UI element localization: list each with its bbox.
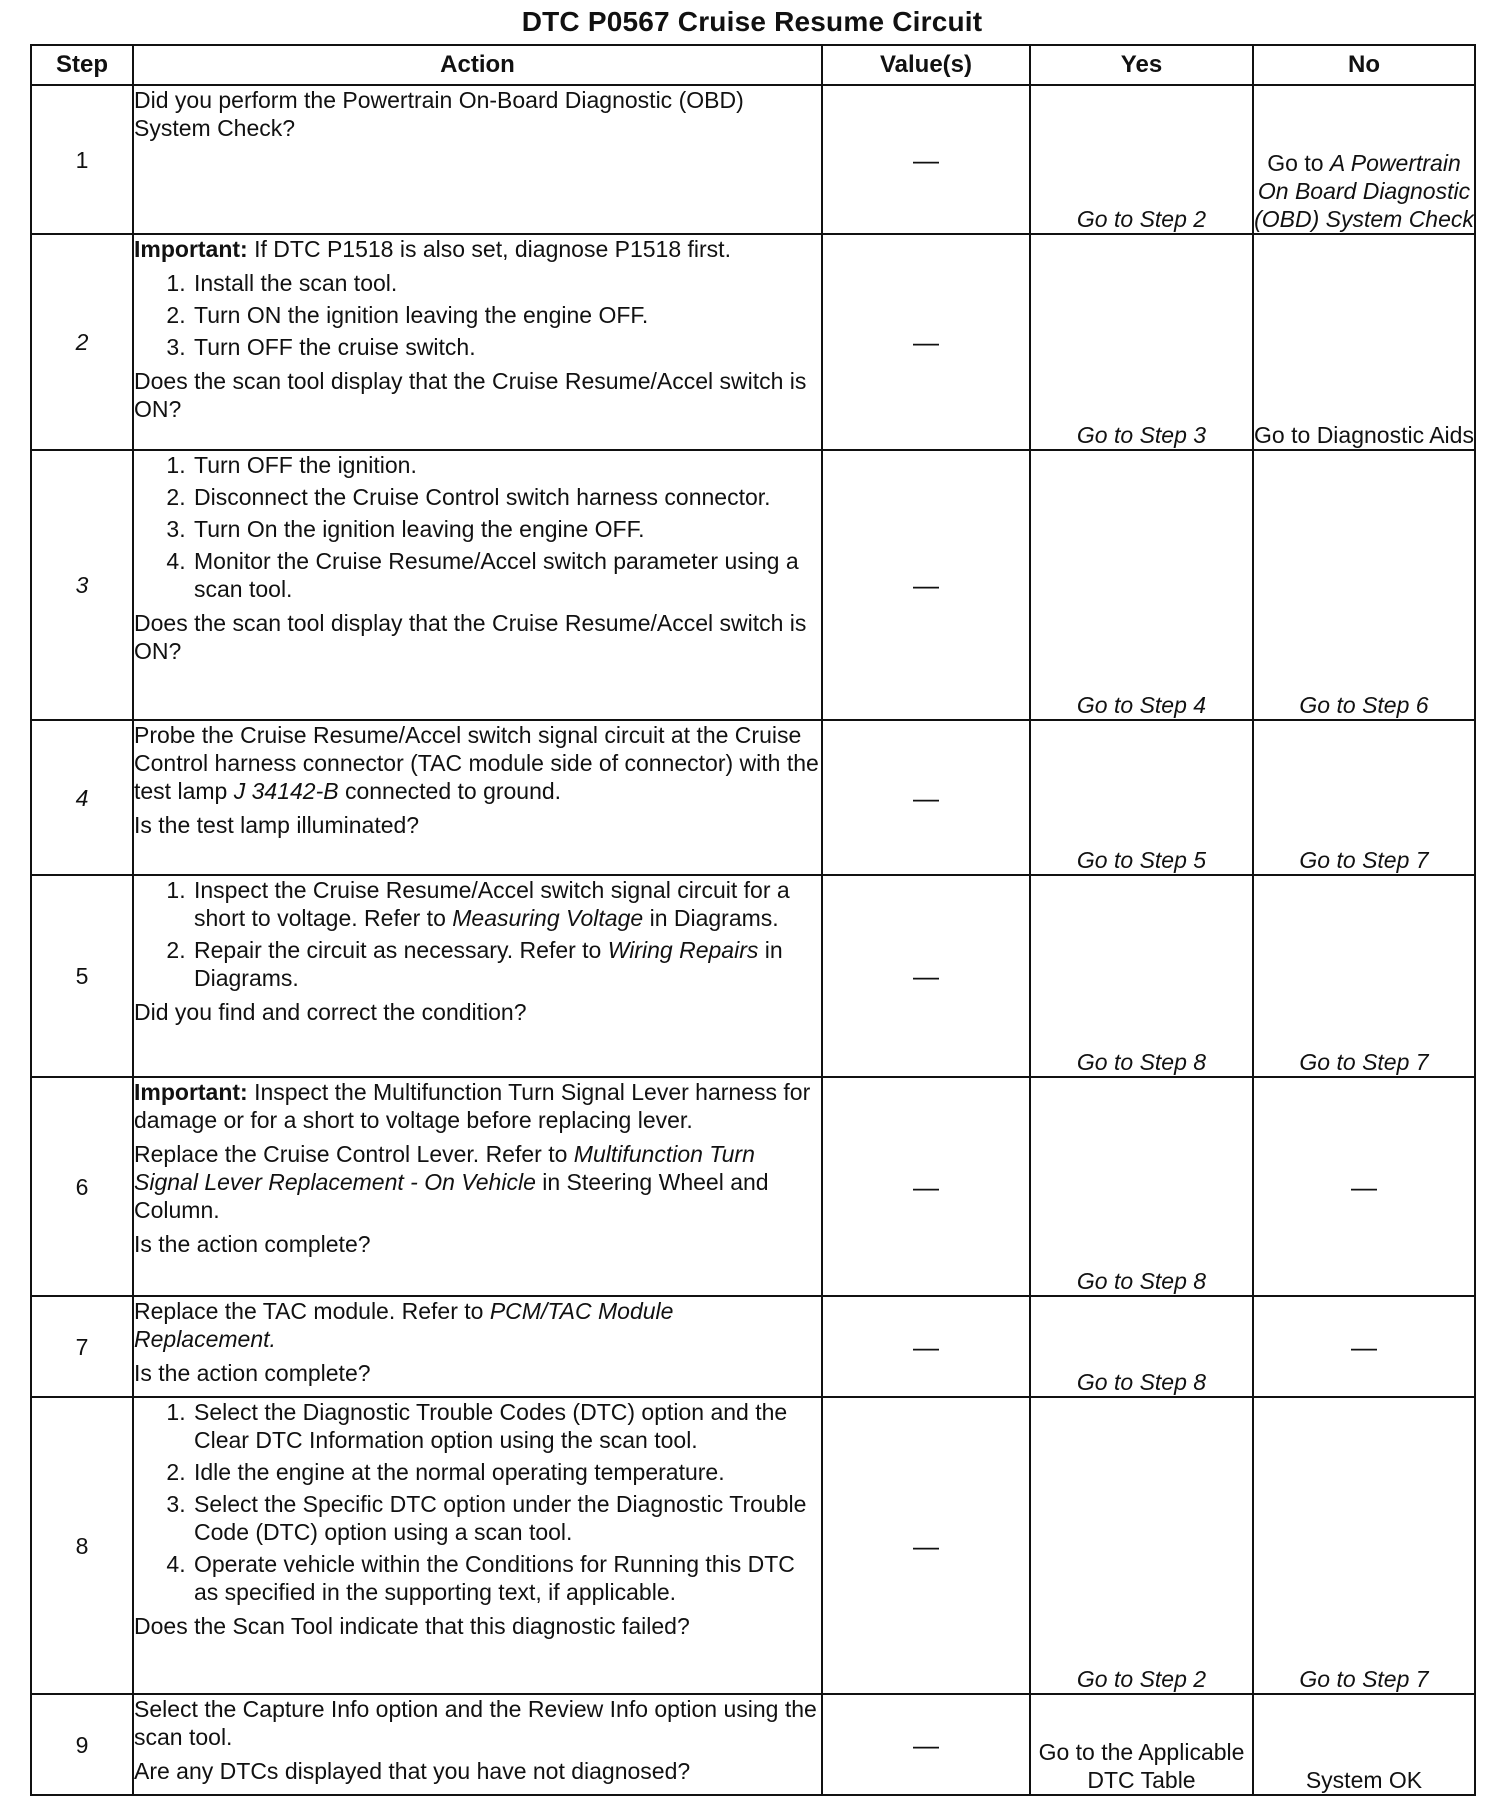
header-values: Value(s)	[822, 45, 1030, 85]
value-cell: —	[822, 234, 1030, 450]
action-text	[134, 1297, 821, 1353]
yes-text: Go to Step 8	[1076, 1369, 1207, 1395]
no-text: Go to Step 6	[1299, 692, 1429, 718]
step-number: 2	[31, 234, 133, 450]
header-no: No	[1253, 45, 1475, 85]
table-header-row	[31, 45, 1475, 85]
action-cell	[133, 85, 822, 234]
action-question: Does the scan tool display that the Cruise Resume/Accel switch is ON?	[134, 368, 807, 422]
action-text-part: connected to ground.	[338, 778, 562, 804]
doc-reference: Wiring Repairs	[607, 937, 759, 963]
no-text-ref: A Powertrain On Board Diagnostic (OBD) System Check	[1254, 150, 1474, 232]
list-item: 4. Operate vehicle within the Conditions for Running this DTC as specified in the supporting text, if applicable.	[192, 1550, 821, 1606]
no-cell	[1253, 85, 1475, 234]
action-text-part: Probe the Cruise Resume/Accel switch signal circuit at the Cruise Control harness connector (TAC module side of connector) with the test lamp	[134, 722, 819, 804]
step-number: 3	[31, 450, 133, 720]
table-row	[31, 1077, 1475, 1296]
diagnostic-table	[30, 44, 1476, 1796]
action-question: Does the Scan Tool indicate that this diagnostic failed?	[134, 1613, 690, 1639]
list-item	[192, 876, 821, 932]
page-title: DTC P0567 Cruise Resume Circuit	[521, 6, 983, 37]
yes-cell	[1030, 234, 1253, 450]
yes-text: Go to Step 8	[1076, 1049, 1207, 1075]
no-cell	[1253, 720, 1475, 875]
yes-cell	[1030, 875, 1253, 1077]
action-question: Did you find and correct the condition?	[134, 999, 527, 1025]
no-cell	[1253, 1694, 1475, 1795]
yes-cell	[1030, 85, 1253, 234]
action-cell	[133, 234, 822, 450]
yes-cell	[1030, 720, 1253, 875]
list-item: 3. Turn OFF the cruise switch.	[192, 333, 821, 361]
header-action: Action	[133, 45, 822, 85]
no-cell	[1253, 875, 1475, 1077]
action-steps	[134, 269, 821, 361]
action-steps	[134, 451, 821, 603]
list-item: 3. Turn On the ignition leaving the engine OFF.	[192, 515, 821, 543]
yes-text: Go to the Applicable DTC Table	[1038, 1739, 1245, 1793]
yes-cell	[1030, 1077, 1253, 1296]
action-cell	[133, 875, 822, 1077]
action-text-part: Replace the Cruise Control Lever. Refer to	[134, 1141, 574, 1167]
table-row	[31, 1397, 1475, 1694]
no-cell: —	[1253, 1296, 1475, 1397]
yes-cell	[1030, 1694, 1253, 1795]
action-cell	[133, 1077, 822, 1296]
action-text-part: Replace the TAC module. Refer to	[134, 1298, 490, 1324]
yes-text: Go to Step 2	[1076, 1666, 1207, 1692]
list-item: 1. Install the scan tool.	[192, 269, 821, 297]
yes-cell	[1030, 1397, 1253, 1694]
action-text: Select the Capture Info option and the Review Info option using the scan tool.	[134, 1696, 817, 1750]
action-text	[134, 1140, 821, 1224]
step-number: 1	[31, 85, 133, 234]
yes-text: Go to Step 5	[1076, 847, 1207, 873]
no-text: Go to Step 7	[1299, 847, 1429, 873]
no-text: System OK	[1305, 1767, 1423, 1793]
list-item: 2. Idle the engine at the normal operating temperature.	[192, 1458, 821, 1486]
action-question: Does the scan tool display that the Cruise Resume/Accel switch is ON?	[134, 610, 807, 664]
step-number: 8	[31, 1397, 133, 1694]
no-cell: —	[1253, 1077, 1475, 1296]
table-row	[31, 85, 1475, 234]
action-steps	[134, 876, 821, 992]
table-row	[31, 234, 1475, 450]
no-text: Go to Step 7	[1299, 1666, 1429, 1692]
yes-cell	[1030, 450, 1253, 720]
list-item: 1. Turn OFF the ignition.	[192, 451, 821, 479]
value-cell: —	[822, 85, 1030, 234]
important-text: Inspect the Multifunction Turn Signal Lever harness for damage or for a short to voltage before replacing lever.	[134, 1079, 811, 1133]
doc-reference: Measuring Voltage	[452, 905, 644, 931]
action-text: Did you perform the Powertrain On-Board Diagnostic (OBD) System Check?	[134, 87, 744, 141]
list-item-text: Repair the circuit as necessary. Refer to	[194, 937, 608, 963]
action-question: Is the test lamp illuminated?	[134, 812, 420, 838]
header-step: Step	[31, 45, 133, 85]
table-row	[31, 450, 1475, 720]
step-number: 6	[31, 1077, 133, 1296]
no-text-prefix: Go to	[1267, 150, 1330, 176]
header-yes: Yes	[1030, 45, 1253, 85]
yes-cell	[1030, 1296, 1253, 1397]
table-row	[31, 1296, 1475, 1397]
value-cell: —	[822, 720, 1030, 875]
action-cell	[133, 450, 822, 720]
list-item-text: in Diagrams.	[643, 905, 779, 931]
action-text-part: in Steering Wheel and Column.	[134, 1169, 769, 1223]
yes-text: Go to Step 3	[1076, 422, 1207, 448]
no-text: Go to Diagnostic Aids	[1254, 422, 1474, 448]
list-item-text: Inspect the Cruise Resume/Accel switch signal circuit for a short to voltage. Refer to	[194, 877, 790, 931]
action-cell	[133, 1694, 822, 1795]
important-note	[134, 235, 821, 263]
list-item-text: in Diagrams.	[194, 937, 783, 991]
doc-reference: Multifunction Turn Signal Lever Replacement - On Vehicle	[134, 1141, 755, 1195]
value-cell: —	[822, 1397, 1030, 1694]
no-cell	[1253, 450, 1475, 720]
action-question: Are any DTCs displayed that you have not diagnosed?	[134, 1758, 691, 1784]
yes-text: Go to Step 8	[1076, 1268, 1207, 1294]
value-cell: —	[822, 450, 1030, 720]
step-number: 9	[31, 1694, 133, 1795]
list-item: 2. Disconnect the Cruise Control switch harness connector.	[192, 483, 821, 511]
list-item: 3. Select the Specific DTC option under the Diagnostic Trouble Code (DTC) option using a scan tool.	[192, 1490, 821, 1546]
step-number: 7	[31, 1296, 133, 1397]
important-note	[134, 1078, 821, 1134]
step-number: 4	[31, 720, 133, 875]
list-item: 1. Select the Diagnostic Trouble Codes (DTC) option and the Clear DTC Information option using the scan tool.	[192, 1398, 821, 1454]
table-row	[31, 720, 1475, 875]
action-text	[134, 721, 821, 805]
value-cell: —	[822, 1296, 1030, 1397]
tool-reference: J 34142-B	[233, 778, 339, 804]
important-label: Important:	[134, 1079, 248, 1105]
yes-text: Go to Step 2	[1076, 206, 1207, 232]
action-steps	[134, 1398, 821, 1606]
value-cell: —	[822, 875, 1030, 1077]
table-row	[31, 875, 1475, 1077]
value-cell: —	[822, 1694, 1030, 1795]
action-cell	[133, 1296, 822, 1397]
action-question: Is the action complete?	[134, 1231, 371, 1257]
no-cell	[1253, 234, 1475, 450]
no-text: Go to Step 7	[1299, 1049, 1429, 1075]
list-item: 2. Turn ON the ignition leaving the engine OFF.	[192, 301, 821, 329]
value-cell: —	[822, 1077, 1030, 1296]
doc-reference: PCM/TAC Module Replacement.	[134, 1298, 674, 1352]
yes-text: Go to Step 4	[1076, 692, 1207, 718]
action-question: Is the action complete?	[134, 1360, 371, 1386]
no-cell	[1253, 1397, 1475, 1694]
list-item: 4. Monitor the Cruise Resume/Accel switch parameter using a scan tool.	[192, 547, 821, 603]
list-item	[192, 936, 821, 992]
important-text: If DTC P1518 is also set, diagnose P1518 first.	[247, 236, 731, 262]
action-cell	[133, 1397, 822, 1694]
table-row	[31, 1694, 1475, 1795]
important-label: Important:	[134, 236, 248, 262]
action-cell	[133, 720, 822, 875]
step-number: 5	[31, 875, 133, 1077]
